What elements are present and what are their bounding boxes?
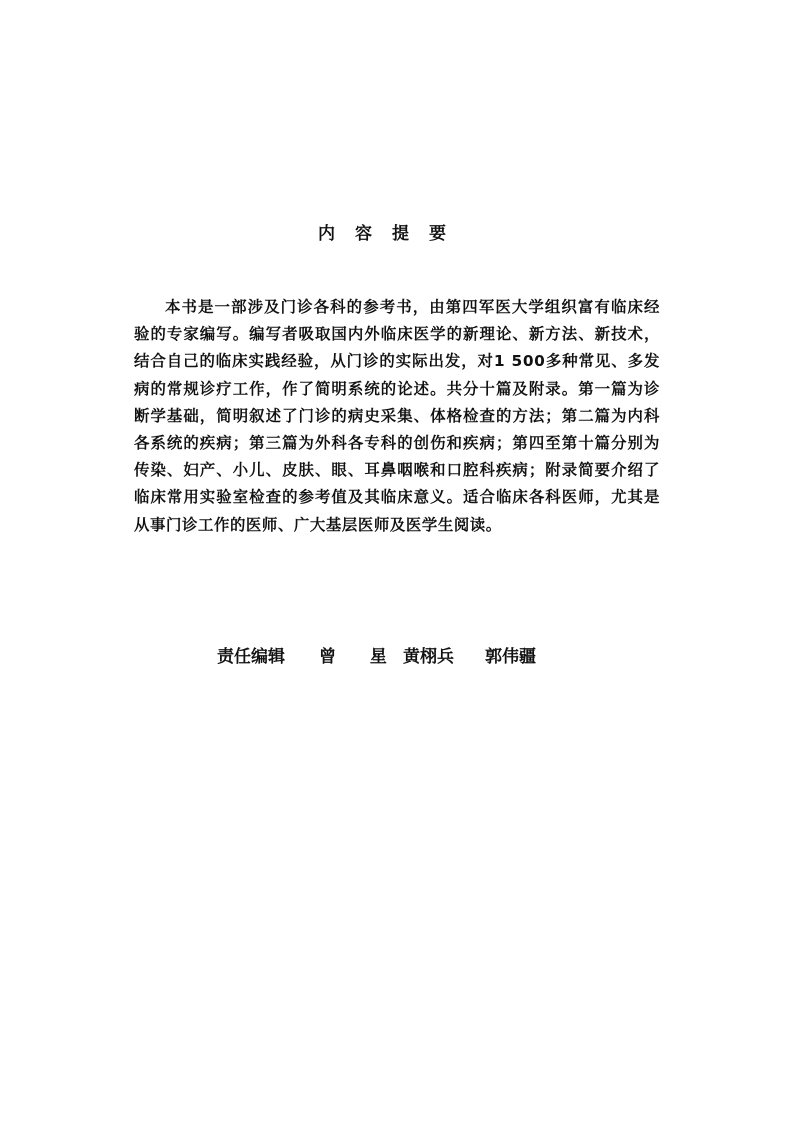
responsible-editors: [217, 643, 557, 671]
editor-name: 郭伟疆: [485, 647, 536, 667]
heading-char: 容: [355, 224, 372, 244]
editor-name: 黄栩兵: [403, 647, 454, 667]
heading-char: 要: [429, 224, 446, 244]
heading-char: 内: [318, 224, 335, 244]
heading-char: 提: [392, 224, 409, 244]
section-heading: [318, 222, 446, 246]
editors-label: 责任编辑: [217, 647, 285, 667]
abstract-paragraph: 本书是一部涉及门诊各科的参考书，由第四军医大学组织富有临床经验的专家编写。编写者吸取国内外临床医学的新理论、新方法、新技术，结合自己的临床实践经验，从门诊的实际出发，对1 500多种常见、多发病的常规诊疗工作，作了简明系统的论述。共分十篇及附录。第一篇为诊断学基础，简明叙述了门诊的病史采集、体格检查的方法；第二篇为内科各系统的疾病；第三篇为外科各专科的创伤和疾病；第四至第十篇分别为传染、妇产、小儿、皮肤、眼、耳鼻咽喉和口腔科疾病；附录简要介绍了临床常用实验室检查的参考值及其临床意义。适合临床各科医师，尤其是从事门诊工作的医师、广大基层医师及医学生阅读。: [134, 298, 660, 534]
editor-name: 曾 星: [319, 647, 401, 667]
